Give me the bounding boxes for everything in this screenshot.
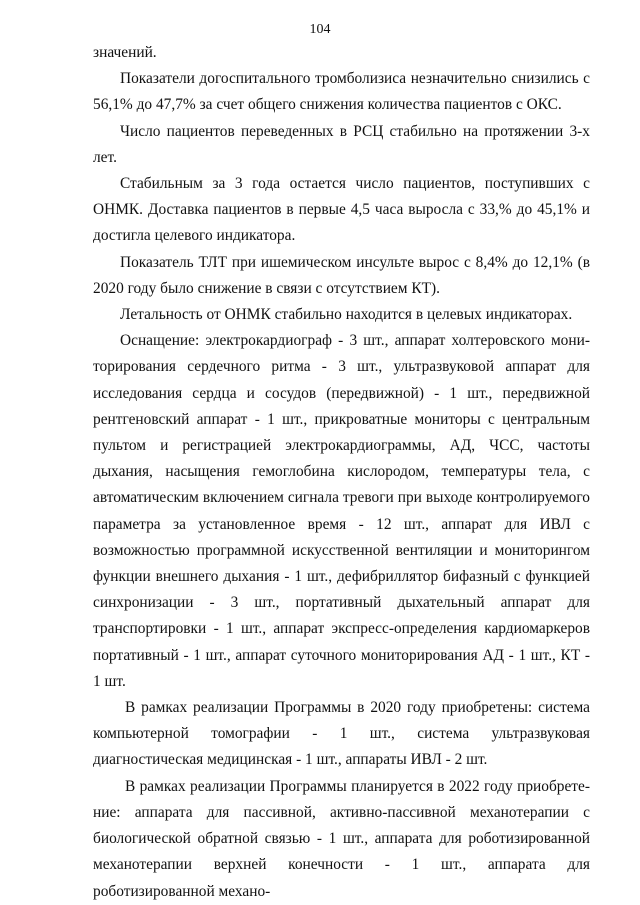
- paragraph-program-2020: В рамках реализации Программы в 2020 году приобретены: система компьютерной томографии - 1 шт., система ультразвуковая диагностическая медицинская - 1 шт., аппараты ИВЛ - 2 шт.: [93, 699, 590, 769]
- page-body: [93, 40, 590, 905]
- paragraph-equipment: Оснащение: электрокардиограф - 3 шт., аппарат холтеровского мониторирования сердечного ритма - 3 шт., ультразвуковой аппарат для исследования сердца и сосудов (передвижной) - 1 шт., передвижной рентгеновский аппарат - 1 шт., прикроватные мониторы с центральным пультом и регистрацией электрокардиограммы, АД, ЧСС, частоты дыхания, насыщения гемоглобина кислородом, температуры тела, с автоматическим включением сигнала тревоги при выходе контролируемого параметра за установленное время - 12 шт., аппарат для ИВЛ с возможностью программной искусственной вентиляции и мониторингом функции внешнего дыхания - 1 шт., дефибриллятор бифазный с функцией синхронизации - 3 шт., портативный дыхательный аппарат для транспортировки - 1 шт., аппарат экспресс-определения кардиомаркеров портативный - 1 шт., аппарат суточного мониторирования АД - 1 шт., КТ - 1 шт.: [93, 332, 590, 690]
- paragraph-onmk-mortality: Летальность от ОНМК стабильно находится в целевых индикаторах.: [120, 306, 573, 324]
- paragraph-continuation: значений.: [93, 44, 157, 61]
- paragraph-tlt-stroke: Показатель ТЛТ при ишемическом инсульте вырос с 8,4% до 12,1% (в 2020 году было снижение в связи с отсутствием КТ).: [93, 253, 590, 297]
- paragraph-onmk-admissions: Стабильным за 3 года остается число пациентов, поступивших с ОНМК. Доставка пациентов в первые 4,5 часа выросла с 33,% до 45,1% и достигла целевого индикатора.: [93, 175, 590, 245]
- paragraph-thrombolysis: Показатели догоспитального тромболизиса незначительно снизились с 56,1% до 47,7% за счет общего снижения количества пациентов с ОКС.: [93, 70, 590, 114]
- paragraph-program-2022: В рамках реализации Программы планируется в 2022 году приобретение: аппарата для пассивной, активно-пассивной механотерапии с биологической обратной связью - 1 шт., аппарата для роботизированной механотерапии верхней конечности - 1 шт., аппарата для роботизированной механо-: [93, 777, 590, 900]
- page-number: 104: [309, 22, 331, 37]
- paragraph-rsc-transfers: Число пациентов переведенных в РСЦ стабильно на протяжении 3-х лет.: [93, 122, 590, 166]
